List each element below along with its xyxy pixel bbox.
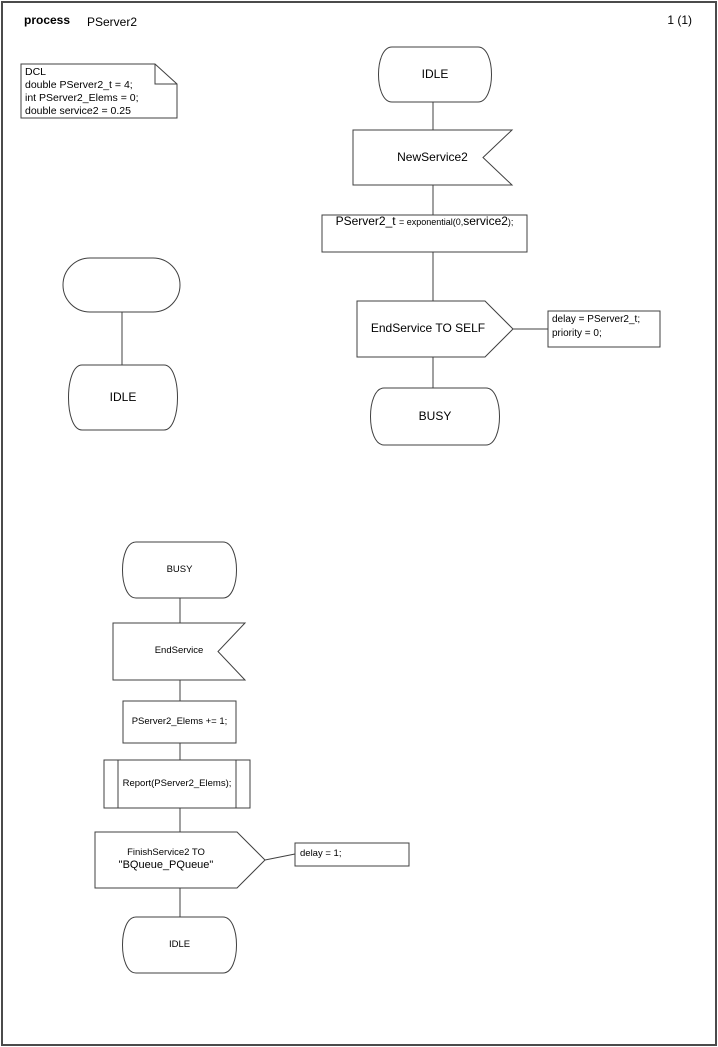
- task-exponential-label: [322, 215, 527, 252]
- state-idle-left-label: IDLE: [109, 389, 137, 404]
- state-idle-top-label: IDLE: [421, 66, 449, 81]
- comment1-text: [552, 314, 658, 344]
- input-newservice2-label: NewService2: [397, 149, 468, 164]
- task-seg-c: service2: [463, 214, 508, 228]
- task-seg-d: );: [507, 217, 514, 227]
- dcl-line-4: double service2 = 0.25: [25, 105, 131, 117]
- output2-line-1: FinishService2 TO: [127, 847, 205, 859]
- procedure-report-label: Report(PServer2_Elems);: [122, 777, 232, 789]
- comment1-line-1: delay = PServer2_t;: [552, 314, 641, 325]
- dcl-line-1: DCL: [25, 66, 47, 78]
- task-increment-label: PServer2_Elems += 1;: [131, 715, 228, 727]
- process-name: PServer2: [87, 15, 138, 30]
- comment2-text: delay = 1;: [300, 848, 342, 860]
- comment1-line-2: priority = 0;: [552, 328, 602, 339]
- state-busy-bottom-label: BUSY: [166, 563, 193, 575]
- connector-output2-comment2: [265, 854, 295, 860]
- process-keyword: process: [24, 13, 71, 28]
- dcl-line-3: int PServer2_Elems = 0;: [25, 92, 139, 104]
- output2-line-2: "BQueue_PQueue": [118, 859, 214, 872]
- state-busy-top-label: BUSY: [418, 408, 452, 423]
- page-number: 1 (1): [667, 13, 692, 28]
- task-seg-b: = exponential(0,: [398, 217, 464, 227]
- start-symbol[interactable]: [63, 258, 180, 312]
- declaration-text: [25, 66, 175, 118]
- input-endservice-label: EndService: [154, 645, 204, 657]
- state-idle-bottom-label: IDLE: [168, 938, 191, 950]
- output-finishservice2-label: [95, 832, 237, 888]
- task-seg-a: PServer2_t: [335, 214, 399, 228]
- output-endservice-self-label: EndService TO SELF: [370, 321, 486, 336]
- dcl-line-2: double PServer2_t = 4;: [25, 79, 133, 91]
